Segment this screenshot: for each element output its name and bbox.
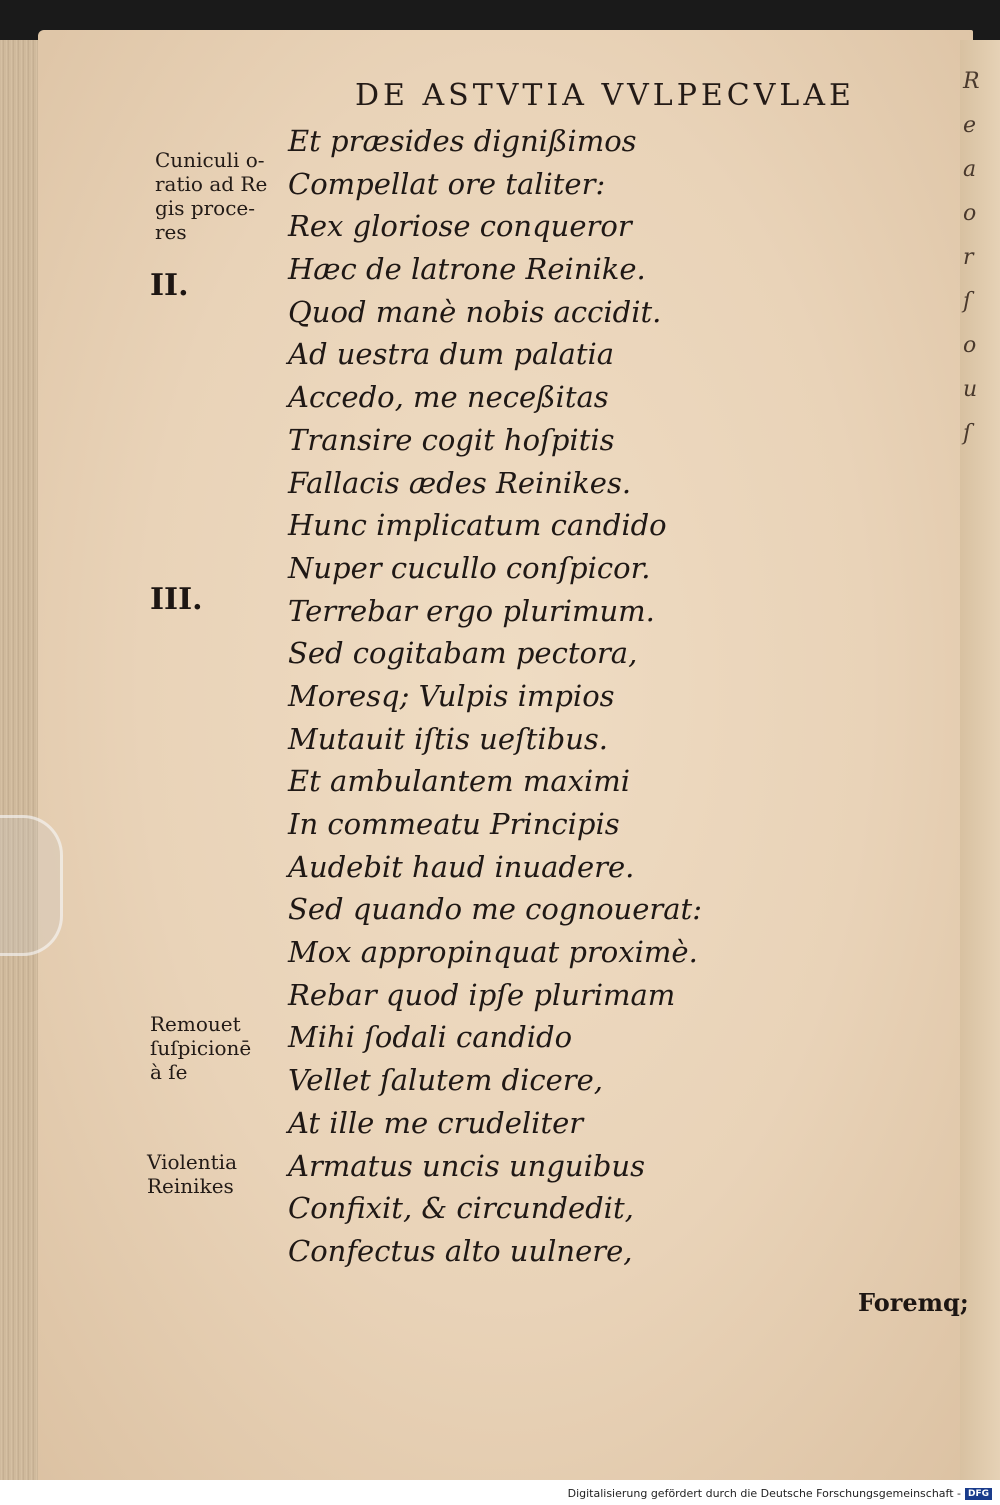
verse-line: In commeatu Principis: [288, 807, 620, 841]
verse-line: Quod manè nobis accidit.: [288, 294, 662, 329]
gloss-line: res: [155, 220, 187, 244]
next-page-letter: R: [963, 69, 980, 94]
verse-line: Confixit, & circundedit,: [288, 1191, 634, 1226]
verse-line: Nuper cucullo conſpicor.: [288, 550, 651, 585]
gloss-line: gis proce-: [155, 196, 256, 220]
verse-line: Mox appropinquat proximè.: [288, 935, 698, 970]
footer-credit: [568, 1487, 992, 1500]
running-head: DE ASTVTIA VVLPECVLAE: [355, 78, 855, 113]
marginal-gloss-violentia: [147, 1150, 237, 1198]
next-page-letter: o: [963, 333, 977, 358]
verse-line: Hæc de latrone Reinike.: [288, 252, 646, 287]
verse-text: [288, 120, 708, 1273]
verse-line: Confectus alto uulnere,: [288, 1233, 633, 1268]
verse-line: Moresq; Vulpis impios: [288, 678, 615, 713]
next-page-letter: e: [963, 113, 977, 138]
next-page-letter: r: [963, 245, 974, 270]
gloss-line: Reinikes: [147, 1174, 234, 1198]
verse-line: Sed cogitabam pectora,: [288, 636, 638, 671]
footer-text: Digitalisierung gefördert durch die Deutsche Forschungsgemeinschaft -: [567, 1487, 961, 1500]
page-clip: [0, 815, 63, 956]
gloss-line: ratio ad Re: [155, 172, 268, 196]
gloss-line: Remouet: [150, 1012, 241, 1036]
gloss-line: Violentia: [147, 1150, 237, 1174]
gloss-line: Cuniculi o-: [155, 148, 265, 172]
next-page-letter: ſ: [963, 289, 972, 314]
verse-line: Hunc implicatum candido: [288, 508, 667, 543]
next-page-letters: [963, 60, 999, 456]
verse-line: Rex gloriose conqueror: [288, 209, 632, 244]
verse-line: Vellet ſalutem dicere,: [288, 1063, 604, 1098]
next-page-letter: u: [963, 377, 978, 402]
verse-line: Compellat ore taliter:: [288, 166, 606, 201]
next-page-letter: a: [963, 157, 977, 182]
verse-line: Sed quando me cognouerat:: [288, 892, 702, 927]
verse-line: Transire cogit hoſpitis: [288, 422, 615, 457]
verse-line: At ille me crudeliter: [288, 1105, 584, 1140]
verse-line: Ad uestra dum palatia: [288, 337, 615, 372]
verse-line: Mutauit iſtis ueſtibus.: [288, 721, 609, 756]
verse-line: Terrebar ergo plurimum.: [288, 593, 655, 628]
verse-line: Armatus uncis unguibus: [288, 1148, 645, 1183]
marginal-gloss-cuniculi: [155, 148, 267, 244]
verse-line: Mihi ſodali candido: [288, 1020, 573, 1055]
verse-line: Accedo, me neceßitas: [288, 380, 609, 415]
marginal-gloss-remouet: [150, 1012, 251, 1084]
verse-line: Rebar quod ipſe plurimam: [288, 977, 676, 1012]
verse-line: Audebit haud inuadere.: [288, 849, 635, 884]
next-page-letter: o: [963, 201, 977, 226]
verse-line: Et præsides dignißimos: [288, 124, 637, 158]
dfg-logo: DFG: [965, 1488, 992, 1500]
gloss-line: à ſe: [150, 1060, 188, 1084]
next-page-letter: ſ: [963, 421, 972, 446]
verse-line: Et ambulantem maximi: [288, 764, 631, 799]
verse-line: Fallacis ædes Reinikes.: [288, 465, 632, 500]
gloss-line: ſuſpicionē: [150, 1036, 252, 1060]
catchword: Foremq;: [858, 1288, 969, 1317]
section-numeral-ii: II.: [150, 268, 189, 303]
section-numeral-iii: III.: [150, 582, 203, 617]
